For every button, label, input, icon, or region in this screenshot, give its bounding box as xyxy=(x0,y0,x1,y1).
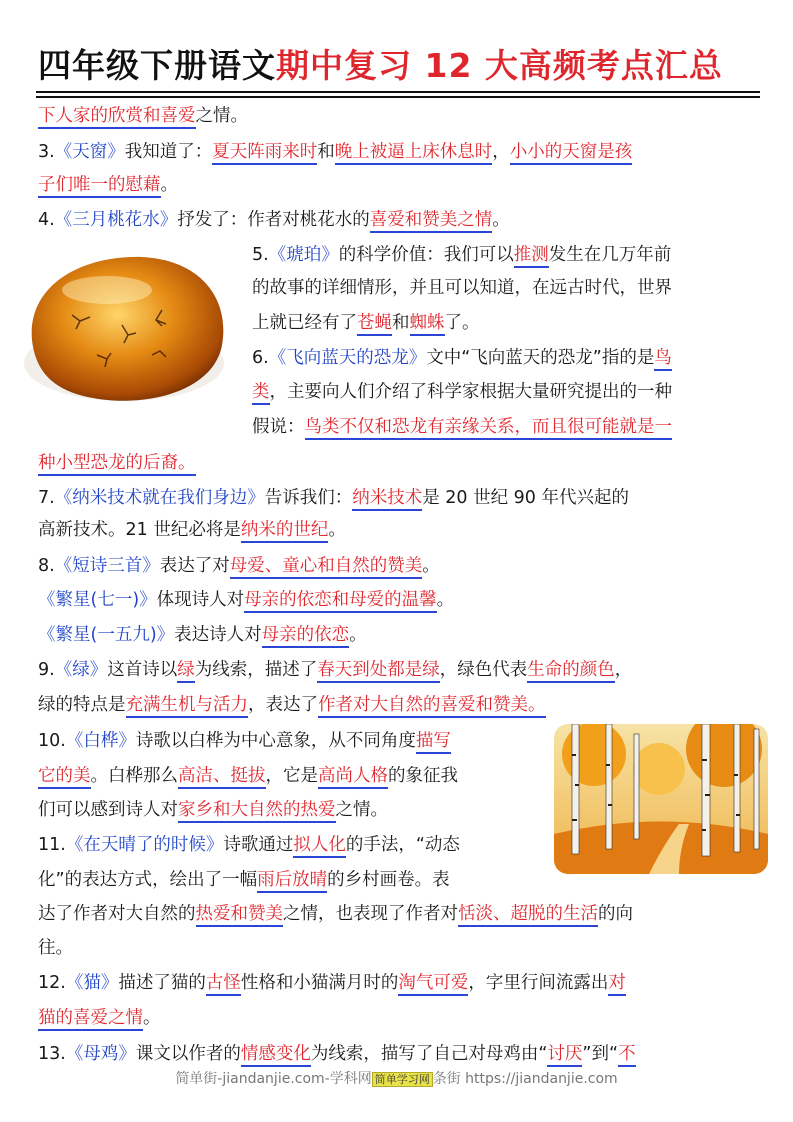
key-point: 纳米的世纪 xyxy=(241,520,329,543)
text-segment: 描述了猫的 xyxy=(118,973,206,993)
text-segment: 。 xyxy=(436,590,455,610)
text-line xyxy=(38,1040,636,1070)
text-segment: 是 20 世纪 90 年代兴起的 xyxy=(422,488,629,508)
text-segment: 性格和小猫满月时的 xyxy=(240,973,399,993)
text-segment: 上就已经有了 xyxy=(252,313,357,333)
key-point: 高洁、挺拔 xyxy=(178,766,266,789)
text-segment: 6. xyxy=(252,348,269,368)
text-segment: 诗歌以白桦为中心意象，从不同角度 xyxy=(135,731,416,751)
text-segment: 的乡村画卷。表 xyxy=(327,870,450,890)
key-point: 蜘蛛 xyxy=(410,313,445,336)
text-segment: 我知道了： xyxy=(124,142,213,162)
key-point: 鸟类不仅和恐龙有亲缘关系，而且很可能就是一 xyxy=(305,417,673,440)
text-line xyxy=(38,484,629,514)
text-segment: 。 xyxy=(160,175,178,195)
key-point: 母亲的依恋 xyxy=(262,625,350,648)
lesson-title: 《白桦》 xyxy=(65,731,136,751)
text-line xyxy=(38,727,451,757)
text-line xyxy=(38,206,510,236)
key-point: 猫的喜爱之情 xyxy=(38,1008,143,1031)
lesson-title: 《繁星(七一)》 xyxy=(38,590,157,610)
text-segment: ，它是 xyxy=(265,766,318,786)
text-segment: ， xyxy=(614,660,633,680)
text-segment: 4. xyxy=(38,210,55,230)
text-line xyxy=(38,900,633,930)
text-segment: 8. xyxy=(38,556,55,576)
key-point: 拟人化 xyxy=(293,835,346,858)
text-line xyxy=(38,138,632,168)
text-line xyxy=(38,552,440,582)
text-line xyxy=(38,449,196,479)
amber-image xyxy=(12,245,237,415)
text-segment: 文中“飞向蓝天的恐龙”指的是 xyxy=(426,348,655,368)
text-segment: 高新技术。21 世纪必将是 xyxy=(38,520,241,540)
text-line xyxy=(38,516,346,546)
text-segment: 表达了对 xyxy=(159,556,230,576)
key-point: 类 xyxy=(252,382,270,405)
text-segment: 。 xyxy=(349,625,367,645)
text-line xyxy=(252,344,672,374)
text-segment: 的科学价值：我们可以 xyxy=(338,245,514,265)
text-line xyxy=(38,831,460,861)
key-point: 淘气可爱 xyxy=(398,973,468,996)
text-segment: 达了作者对大自然的 xyxy=(38,904,196,924)
text-line xyxy=(38,171,178,201)
lesson-title: 《天窗》 xyxy=(54,142,125,162)
key-point: 子们唯一的慰藉 xyxy=(38,175,161,198)
text-line xyxy=(252,309,480,339)
key-point: 描写 xyxy=(416,731,451,754)
key-point: 作者对大自然的喜爱和赞美。 xyxy=(318,695,546,718)
text-segment: 课文以作者的 xyxy=(135,1044,241,1064)
text-segment: ， xyxy=(492,142,510,162)
key-point: 喜爱和赞美之情 xyxy=(370,210,493,233)
text-segment: 7. xyxy=(38,488,55,508)
text-line xyxy=(38,969,626,999)
lesson-title: 《琥珀》 xyxy=(268,245,339,265)
footer-left: 简单街-jiandanjie.com-学科网 xyxy=(175,1071,372,1087)
lesson-title: 《猫》 xyxy=(65,973,119,993)
text-line xyxy=(38,866,450,896)
key-point: 恬淡、超脱的生活 xyxy=(458,904,598,927)
lesson-title: 《母鸡》 xyxy=(65,1044,136,1064)
footer-tag: 简单学习网 xyxy=(372,1072,433,1087)
text-line xyxy=(38,621,367,651)
key-point: 春天到处都是绿 xyxy=(317,660,440,683)
text-line xyxy=(38,1004,161,1034)
key-point: 苍蝇 xyxy=(357,313,392,336)
text-segment: 。 xyxy=(143,1008,161,1028)
text-segment: 和 xyxy=(392,313,410,333)
text-segment: 的象征我 xyxy=(388,766,458,786)
key-point: 对 xyxy=(608,973,626,996)
page-title xyxy=(38,42,758,90)
key-point: 讨厌 xyxy=(547,1044,582,1067)
key-point: 家乡和大自然的热爱 xyxy=(178,800,336,823)
lesson-title: 《繁星(一五九)》 xyxy=(38,625,175,645)
text-segment: 诗歌通过 xyxy=(223,835,294,855)
lesson-title: 《在天晴了的时候》 xyxy=(65,835,224,855)
text-segment: 绿的特点是 xyxy=(38,695,126,715)
birch-forest-image xyxy=(554,724,768,874)
text-segment: 11. xyxy=(38,835,66,855)
text-segment: 。 xyxy=(422,556,440,576)
key-point: 母亲的依恋和母爱的温馨 xyxy=(244,590,437,613)
text-line xyxy=(38,796,388,826)
text-segment: 的手法，“动态 xyxy=(345,835,460,855)
key-point: 鸟 xyxy=(654,348,672,371)
text-line xyxy=(38,691,546,721)
text-line xyxy=(38,102,248,132)
key-point: 充满生机与活力 xyxy=(126,695,249,718)
key-point: 绿 xyxy=(177,660,195,683)
key-point: 古怪 xyxy=(206,973,241,996)
text-line xyxy=(252,274,672,304)
text-segment: 10. xyxy=(38,731,66,751)
text-segment: 化”的表达方式，绘出了一幅 xyxy=(38,870,258,890)
text-segment: 的向 xyxy=(598,904,633,924)
text-segment: 9. xyxy=(38,660,55,680)
text-segment: 13. xyxy=(38,1044,66,1064)
lesson-title: 《短诗三首》 xyxy=(54,556,160,576)
text-line xyxy=(38,586,454,616)
text-segment: ”到“ xyxy=(582,1044,619,1064)
lesson-title: 《纳米技术就在我们身边》 xyxy=(54,488,265,508)
text-segment: 告诉我们： xyxy=(264,488,353,508)
key-point: 种小型恐龙的后裔。 xyxy=(38,453,196,476)
text-segment: 5. xyxy=(252,245,269,265)
text-segment: ，主要向人们介绍了科学家根据大量研究提出的一种 xyxy=(269,382,672,402)
text-segment: 3. xyxy=(38,142,55,162)
text-segment: 往。 xyxy=(38,938,73,958)
text-segment: ，绿色代表 xyxy=(439,660,528,680)
title-rule-bottom xyxy=(36,96,760,98)
text-segment: 之情，也表现了作者对 xyxy=(283,904,458,924)
text-segment: 抒发了：作者对桃花水的 xyxy=(177,210,370,230)
text-line xyxy=(38,934,73,964)
text-segment: 了。 xyxy=(444,313,480,333)
key-point: 不 xyxy=(618,1044,636,1067)
key-point: 下人家的欣赏和喜爱 xyxy=(38,106,196,129)
text-segment: 之情。 xyxy=(335,800,388,820)
text-segment: 发生在几万年前 xyxy=(548,245,672,265)
text-segment: 之情。 xyxy=(195,106,248,126)
key-point: 热爱和赞美 xyxy=(196,904,284,927)
text-segment: 12. xyxy=(38,973,66,993)
text-segment: 和 xyxy=(317,142,335,162)
key-point: 纳米技术 xyxy=(352,488,422,511)
text-line xyxy=(38,656,632,686)
key-point: 高尚人格 xyxy=(318,766,388,789)
key-point: 母爱、童心和自然的赞美 xyxy=(230,556,423,579)
text-line xyxy=(252,241,671,271)
text-segment: 。 xyxy=(328,520,346,540)
text-segment: 这首诗以 xyxy=(107,660,178,680)
title-prefix: 四年级下册语文 xyxy=(38,46,276,85)
text-segment: 假说： xyxy=(252,417,305,437)
lesson-title: 《绿》 xyxy=(54,660,108,680)
key-point: 情感变化 xyxy=(241,1044,311,1067)
text-line xyxy=(38,762,458,792)
title-highlight: 期中复习 12 大高频考点汇总 xyxy=(276,46,723,85)
text-segment: ，表达了 xyxy=(248,695,318,715)
lesson-title: 《三月桃花水》 xyxy=(54,210,178,230)
text-segment: 们可以感到诗人对 xyxy=(38,800,178,820)
text-segment: ，字里行间流露出 xyxy=(468,973,609,993)
text-line xyxy=(252,378,672,408)
title-rule-top xyxy=(36,91,760,93)
key-point: 生命的颜色 xyxy=(527,660,615,683)
text-segment: 。 xyxy=(492,210,510,230)
key-point: 晚上被逼上床休息时 xyxy=(335,142,493,165)
lesson-title: 《飞向蓝天的恐龙》 xyxy=(268,348,427,368)
footer-right: 条街 https://jiandanjie.com xyxy=(432,1071,618,1087)
text-line xyxy=(252,413,672,443)
text-segment: 为线索，描述了 xyxy=(194,660,318,680)
text-segment: 表达诗人对 xyxy=(174,625,262,645)
text-segment: 。白桦那么 xyxy=(90,766,178,786)
text-segment: 的故事的详细情形，并且可以知道，在远古时代，世界 xyxy=(252,278,672,298)
key-point: 小小的天窗是孩 xyxy=(510,142,633,165)
key-point: 夏天阵雨来时 xyxy=(212,142,317,165)
key-point: 推测 xyxy=(514,245,549,268)
page-footer xyxy=(0,1068,793,1088)
text-segment: 体现诗人对 xyxy=(156,590,245,610)
text-segment: 为线索，描写了自己对母鸡由“ xyxy=(310,1044,548,1064)
key-point: 它的美 xyxy=(38,766,91,789)
key-point: 雨后放晴 xyxy=(257,870,327,893)
